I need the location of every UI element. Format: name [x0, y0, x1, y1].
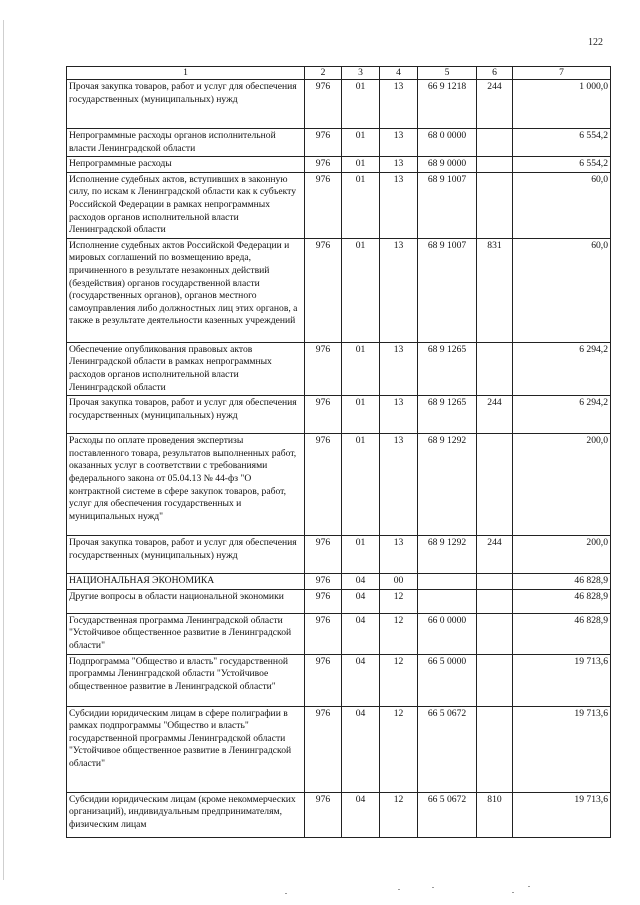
row-subsection-cell: 13	[380, 80, 418, 129]
page-number: 122	[588, 37, 603, 48]
row-subsection-cell: 12	[380, 706, 418, 792]
row-section-cell: 01	[342, 129, 380, 157]
row-amount-cell: 19 713,6	[513, 792, 611, 837]
column-header: 1	[67, 67, 305, 80]
table-row	[67, 238, 611, 342]
scan-speck	[512, 892, 514, 893]
row-name-cell: Государственная программа Ленинградской области "Устойчивое общественное развитие в Ленинградской области"	[67, 613, 305, 654]
table-row	[67, 613, 611, 654]
row-code-cell: 976	[305, 157, 342, 173]
row-amount-cell: 200,0	[513, 434, 611, 536]
row-expense-type-cell	[477, 589, 513, 613]
scan-speck	[398, 889, 400, 890]
row-subsection-cell: 13	[380, 172, 418, 238]
row-code-cell: 976	[305, 536, 342, 574]
row-subsection-cell: 13	[380, 434, 418, 536]
table-row	[67, 574, 611, 590]
row-expense-type-cell: 244	[477, 80, 513, 129]
table-row	[67, 654, 611, 706]
row-amount-cell: 6 294,2	[513, 342, 611, 395]
row-amount-cell: 60,0	[513, 172, 611, 238]
row-subsection-cell: 12	[380, 654, 418, 706]
table-row	[67, 396, 611, 434]
row-expense-type-cell	[477, 654, 513, 706]
row-name-cell: Непрограммные расходы	[67, 157, 305, 173]
scan-edge-line	[3, 20, 4, 880]
row-expense-type-cell	[477, 434, 513, 536]
row-code-cell: 976	[305, 792, 342, 837]
table-row	[67, 157, 611, 173]
row-name-cell: Прочая закупка товаров, работ и услуг для обеспечения государственных (муниципальных) нужд	[67, 396, 305, 434]
row-name-cell: Исполнение судебных актов, вступивших в законную силу, по искам к Ленинградской области как к субъекту Российской Федерации в рамках непрограммных расходов органов исполнительной власти Ленинградской области	[67, 172, 305, 238]
header-row	[67, 67, 611, 80]
row-subsection-cell: 13	[380, 396, 418, 434]
row-expense-type-cell	[477, 342, 513, 395]
row-subsection-cell: 13	[380, 536, 418, 574]
row-target-cell: 68 9 1292	[418, 434, 477, 536]
row-section-cell: 01	[342, 434, 380, 536]
scan-speck	[432, 887, 434, 888]
row-name-cell: Подпрограмма "Общество и власть" государственной программы Ленинградской области "Устойчивое общественное развитие в Ленинградской области"	[67, 654, 305, 706]
row-expense-type-cell	[477, 613, 513, 654]
row-amount-cell: 60,0	[513, 238, 611, 342]
row-code-cell: 976	[305, 654, 342, 706]
row-name-cell: Исполнение судебных актов Российской Федерации и мировых соглашений по возмещению вреда, причиненного в результате незаконных действий (бездействия) органов государственной власти (государственных органов), органов местного самоуправления либо должностных лиц этих органов, а также в результате деятельности казенных учреждений	[67, 238, 305, 342]
row-code-cell: 976	[305, 172, 342, 238]
row-target-cell: 68 9 1007	[418, 172, 477, 238]
row-target-cell: 66 9 1218	[418, 80, 477, 129]
row-code-cell: 976	[305, 434, 342, 536]
row-amount-cell: 200,0	[513, 536, 611, 574]
table-row	[67, 172, 611, 238]
row-amount-cell: 46 828,9	[513, 589, 611, 613]
table-row	[67, 792, 611, 837]
row-section-cell: 04	[342, 706, 380, 792]
row-name-cell: НАЦИОНАЛЬНАЯ ЭКОНОМИКА	[67, 574, 305, 590]
row-subsection-cell: 13	[380, 129, 418, 157]
table-header	[67, 67, 611, 80]
row-name-cell: Непрограммные расходы органов исполнительной власти Ленинградской области	[67, 129, 305, 157]
table-body	[67, 80, 611, 838]
row-expense-type-cell	[477, 172, 513, 238]
row-section-cell: 01	[342, 536, 380, 574]
row-code-cell: 976	[305, 80, 342, 129]
row-code-cell: 976	[305, 396, 342, 434]
table-row	[67, 434, 611, 536]
row-target-cell: 66 5 0672	[418, 792, 477, 837]
row-target-cell	[418, 574, 477, 590]
row-subsection-cell: 13	[380, 157, 418, 173]
row-amount-cell: 19 713,6	[513, 654, 611, 706]
row-target-cell: 66 5 0672	[418, 706, 477, 792]
row-name-cell: Прочая закупка товаров, работ и услуг для обеспечения государственных (муниципальных) нужд	[67, 80, 305, 129]
row-code-cell: 976	[305, 613, 342, 654]
row-section-cell: 01	[342, 396, 380, 434]
row-name-cell: Прочая закупка товаров, работ и услуг для обеспечения государственных (муниципальных) нужд	[67, 536, 305, 574]
row-target-cell: 68 0 0000	[418, 129, 477, 157]
table-row	[67, 342, 611, 395]
row-code-cell: 976	[305, 129, 342, 157]
row-expense-type-cell	[477, 706, 513, 792]
row-section-cell: 01	[342, 238, 380, 342]
row-subsection-cell: 13	[380, 238, 418, 342]
row-expense-type-cell	[477, 129, 513, 157]
row-target-cell	[418, 589, 477, 613]
row-expense-type-cell: 831	[477, 238, 513, 342]
budget-table	[66, 66, 611, 838]
column-header: 2	[305, 67, 342, 80]
row-expense-type-cell: 810	[477, 792, 513, 837]
scan-speck	[285, 893, 287, 894]
row-amount-cell: 46 828,9	[513, 574, 611, 590]
row-amount-cell: 6 554,2	[513, 129, 611, 157]
row-section-cell: 04	[342, 792, 380, 837]
table-row	[67, 129, 611, 157]
row-subsection-cell: 12	[380, 613, 418, 654]
row-target-cell: 68 9 1265	[418, 342, 477, 395]
column-header: 5	[418, 67, 477, 80]
row-code-cell: 976	[305, 574, 342, 590]
table-row	[67, 536, 611, 574]
row-code-cell: 976	[305, 238, 342, 342]
column-header: 7	[513, 67, 611, 80]
row-expense-type-cell	[477, 574, 513, 590]
row-code-cell: 976	[305, 342, 342, 395]
row-section-cell: 04	[342, 613, 380, 654]
row-subsection-cell: 12	[380, 589, 418, 613]
row-target-cell: 68 9 1292	[418, 536, 477, 574]
row-amount-cell: 19 713,6	[513, 706, 611, 792]
row-code-cell: 976	[305, 706, 342, 792]
table-row	[67, 706, 611, 792]
row-expense-type-cell: 244	[477, 536, 513, 574]
row-amount-cell: 46 828,9	[513, 613, 611, 654]
row-target-cell: 66 0 0000	[418, 613, 477, 654]
row-amount-cell: 6 294,2	[513, 396, 611, 434]
table-row	[67, 589, 611, 613]
row-amount-cell: 6 554,2	[513, 157, 611, 173]
row-section-cell: 01	[342, 80, 380, 129]
row-name-cell: Субсидии юридическим лицам (кроме некоммерческих организаций), индивидуальным предпринимателям, физическим лицам	[67, 792, 305, 837]
row-target-cell: 68 9 0000	[418, 157, 477, 173]
column-header: 6	[477, 67, 513, 80]
row-subsection-cell: 00	[380, 574, 418, 590]
row-section-cell: 04	[342, 574, 380, 590]
column-header: 4	[380, 67, 418, 80]
column-header: 3	[342, 67, 380, 80]
row-target-cell: 68 9 1007	[418, 238, 477, 342]
row-section-cell: 04	[342, 654, 380, 706]
row-section-cell: 01	[342, 342, 380, 395]
row-target-cell: 68 9 1265	[418, 396, 477, 434]
table-row	[67, 80, 611, 129]
row-amount-cell: 1 000,0	[513, 80, 611, 129]
row-subsection-cell: 12	[380, 792, 418, 837]
row-section-cell: 01	[342, 172, 380, 238]
row-subsection-cell: 13	[380, 342, 418, 395]
row-expense-type-cell	[477, 157, 513, 173]
row-expense-type-cell: 244	[477, 396, 513, 434]
row-code-cell: 976	[305, 589, 342, 613]
row-name-cell: Расходы по оплате проведения экспертизы поставленного товара, результатов выполненных работ, оказанных услуг в соответствии с требованиями федерального закона от 05.04.13 № 44-фз "О контрактной системе в сфере закупок товаров, работ, услуг для обеспечения государственных и муниципальных нужд"	[67, 434, 305, 536]
row-name-cell: Другие вопросы в области национальной экономики	[67, 589, 305, 613]
row-name-cell: Обеспечение опубликования правовых актов Ленинградской области в рамках непрограммных расходов органов исполнительной власти Ленинградской области	[67, 342, 305, 395]
scan-speck	[528, 886, 530, 887]
row-section-cell: 04	[342, 589, 380, 613]
row-section-cell: 01	[342, 157, 380, 173]
row-target-cell: 66 5 0000	[418, 654, 477, 706]
row-name-cell: Субсидии юридическим лицам в сфере полиграфии в рамках подпрограммы "Общество и власть" государственной программы Ленинградской области "Устойчивое общественное развитие в Ленинградской области"	[67, 706, 305, 792]
